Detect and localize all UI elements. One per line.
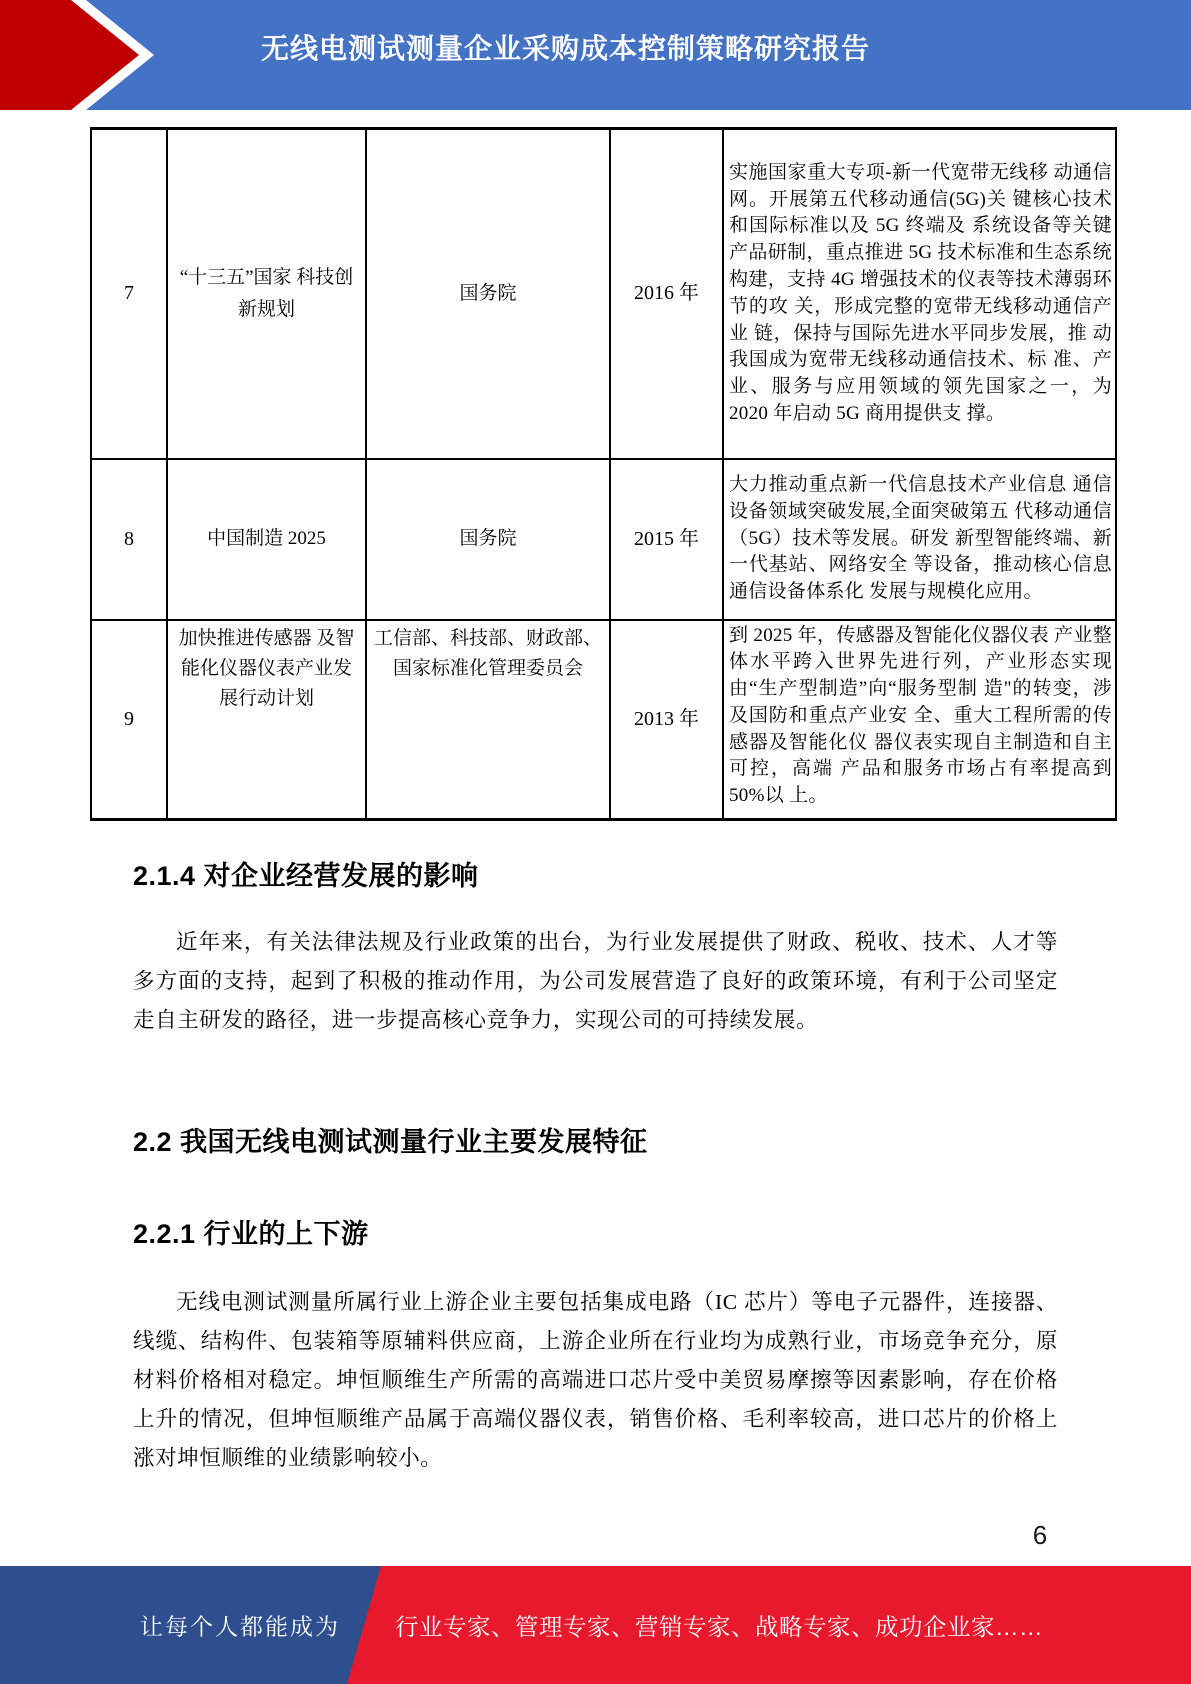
paragraph-2-2-1: 无线电测试测量所属行业上游企业主要包括集成电路（IC 芯片）等电子元器件，连接器、线缆、结构件、包装箱等原辅料供应商，上游企业所在行业均为成熟行业，市场竞争充分，原材料价格相对稳定。坤恒顺维生产所需的高端进口芯片受中美贸易摩擦等因素影响，存在价格上升的情况，但坤恒顺维产品属于高端仪器仪表，销售价格、毛利率较高，进口芯片的价格上涨对坤恒顺维的业绩影响较小。	[133, 1290, 1058, 1470]
cell-seq-number: 8	[91, 459, 167, 620]
report-title: 无线电测试测量企业采购成本控制策略研究报告	[260, 33, 870, 64]
table-row-policy-9	[91, 620, 1116, 820]
heading-2-2-1: 2.2.1 行业的上下游	[133, 1219, 369, 1249]
cell-seq-number: 9	[91, 620, 167, 820]
heading-2-1-4: 2.1.4 对企业经营发展的影响	[133, 861, 479, 891]
cell-issuer: 工信部、科技部、财政部、国家标准化管理委员会	[366, 620, 610, 820]
cell-policy-name: 加快推进传感器 及智能化仪器仪表产业发展行动计划	[167, 620, 366, 820]
cell-issuer: 国务院	[366, 459, 610, 620]
report-header	[0, 0, 1191, 110]
cell-year: 2013 年	[610, 620, 723, 820]
policy-table	[90, 127, 1117, 821]
cell-year: 2015 年	[610, 459, 723, 620]
cell-description: 到 2025 年，传感器及智能化仪器仪表 产业整体水平跨入世界先进行列，产业形态实现由“生产型制造”向“服务型制 造"的转变，涉及国防和重点产业安 全、重大工程所需的传感器及智能化仪 器仪表实现自主制造和自主可控，高端 产品和服务市场占有率提高到 50%以 上。	[723, 620, 1116, 820]
cell-issuer: 国务院	[366, 129, 610, 459]
footer	[0, 1566, 1191, 1684]
cell-year: 2016 年	[610, 129, 723, 459]
cell-description: 大力推动重点新一代信息技术产业信息 通信设备领域突破发展,全面突破第五 代移动通信（5G）技术等发展。研发 新型智能终端、新一代基站、网络安全 等设备，推动核心信息通信设备体系化 发展与规模化应用。	[723, 459, 1116, 620]
table-row-policy-8	[91, 459, 1116, 620]
cell-policy-name: 中国制造 2025	[167, 459, 366, 620]
table-row-policy-7	[91, 129, 1116, 459]
footer-slogan-right: 行业专家、管理专家、营销专家、战略专家、成功企业家……	[395, 1614, 1043, 1640]
page-number: 6	[1032, 1520, 1048, 1550]
paragraph-2-1-4: 近年来，有关法律法规及行业政策的出台，为行业发展提供了财政、税收、技术、人才等多方面的支持，起到了积极的推动作用，为公司发展营造了良好的政策环境，有利于公司坚定走自主研发的路径，进一步提高核心竞争力，实现公司的可持续发展。	[133, 930, 1058, 1032]
footer-slogan-left: 让每个人都能成为	[140, 1613, 340, 1640]
cell-seq-number: 7	[91, 129, 167, 459]
cell-description: 实施国家重大专项-新一代宽带无线移 动通信网。开展第五代移动通信(5G)关 键核心技术和国际标准以及 5G 终端及 系统设备等关键产品研制，重点推进 5G 技术标准和生态系统构建，支持 4G 增强技术的仪表等技术薄弱环节的攻 关，形成完整的宽带无线移动通信产业 链，保持与国际先进水平同步发展，推 动我国成为宽带无线移动通信技术、标 准、产业、服务与应用领域的领先国家之一，为 2020 年启动 5G 商用提供支 撑。	[723, 129, 1116, 459]
heading-2-2: 2.2 我国无线电测试测量行业主要发展特征	[133, 1127, 648, 1157]
cell-policy-name: “十三五”国家 科技创新规划	[167, 129, 366, 459]
